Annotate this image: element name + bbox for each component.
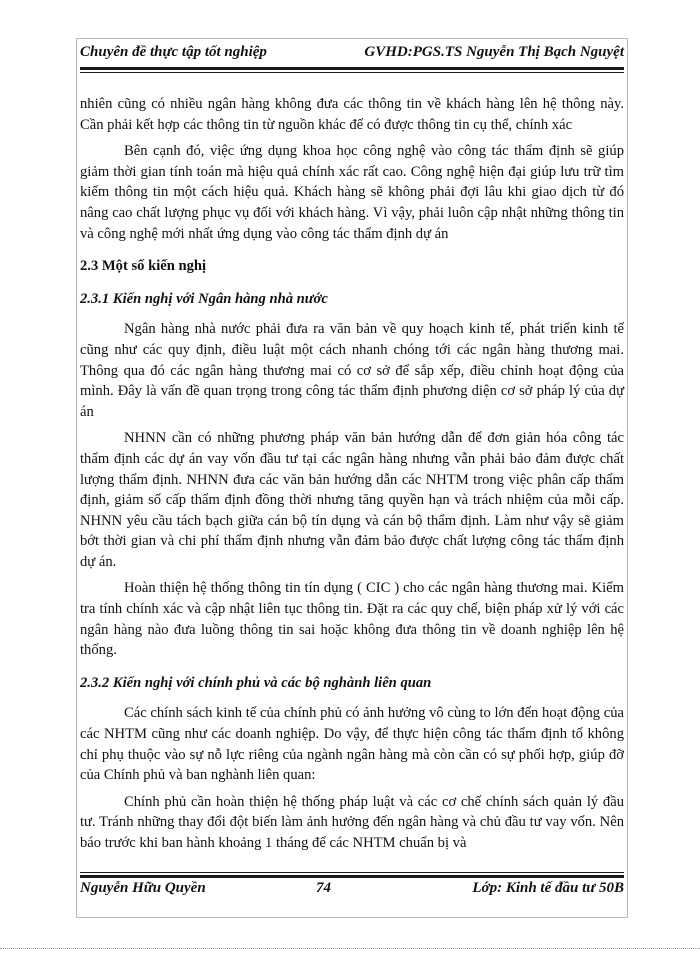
- page-separator-dotted: [0, 948, 700, 949]
- paragraph-7: Chính phủ cần hoàn thiện hệ thống pháp luật và các cơ chế chính sách quản lý đầu tư. Tránh những thay đổi đột biến làm ảnh hưởng đến ngân hàng và chủ đầu tư vay vốn. Nên báo trước khi ban hành khoảng 1 tháng để các NHTM chuẩn bị và: [80, 793, 624, 851]
- footer-rule-thin: [80, 872, 624, 873]
- section-heading-2-3: 2.3 Một số kiến nghị: [80, 258, 207, 275]
- header-right-supervisor: GVHD:PGS.TS Nguyễn Thị Bạch Nguyệt: [364, 44, 624, 60]
- paragraph-6: Các chính sách kinh tế của chính phủ có ảnh hưởng vô cùng to lớn đến hoạt động của các NHTM cũng như các doanh nghiệp. Do vậy, để thực hiện công tác thẩm định tố không chỉ phụ thuộc vào sự nỗ lực riêng của ngành ngân hàng mà còn cần có sự phối hợp, giúp đỡ của Chính phủ và ban nghành liên quan:: [80, 705, 624, 784]
- footer-class: Lớp: Kinh tế đầu tư 50B: [472, 880, 624, 896]
- paragraph-4: NHNN cần có những phương pháp văn bản hướng dẫn để đơn giản hóa công tác thẩm định các dự án vay vốn đầu tư tại các ngân hàng nhưng vẫn phải bảo đảm được chất lượng thẩm định. NHNN đưa các văn bản hướng dẫn các NHTM trong việc phân cấp thẩm định, giảm số cấp thẩm định đồng thời nhưng tăng quyền hạn và trách nhiệm của mỗi cấp. NHNN yêu cầu tách bạch giữa cán bộ tín dụng và cán bộ thẩm định. Làm như vậy sẽ giảm bớt thời gian và chi phí thẩm định nhưng vẫn đảm bảo được chất lượng công tác thẩm định dự án.: [80, 430, 624, 570]
- footer-page-number: 74: [316, 880, 331, 896]
- paragraph-2: Bên cạnh đó, việc ứng dụng khoa học công nghệ vào công tác thẩm định sẽ giúp giảm thời gian tính toán mà hiệu quả chính xác rất cao. Công nghệ hiện đại giúp lưu trữ tìm kiếm thông tin một cách hiệu quả. Khách hàng sẽ không phải đợi lâu khi giao dịch từ đó nâng cao chất lượng phục vụ đối với khách hàng. Vì vậy, phải luôn cập nhật những thông tin và công nghệ mới nhất ứng dụng vào công tác thẩm định dự án: [80, 143, 624, 242]
- subsection-heading-2-3-2: 2.3.2 Kiến nghị với chính phủ và các bộ nghành liên quan: [80, 674, 432, 691]
- paragraph-3: Ngân hàng nhà nước phải đưa ra văn bản về quy hoạch kinh tế, phát triển kinh tế cũng như các quy định, điều luật một cách nhanh chóng tới các ngân hàng thương mai. Thông qua đó các ngân hàng thương mai có cơ sở để sắp xếp, điều chỉnh hoạt động của mình. Đây là vấn đề quan trọng trong công tác thẩm định phương diện cơ sở pháp lý của dự án: [80, 321, 624, 420]
- subsection-heading-2-3-1: 2.3.1 Kiến nghị với Ngân hàng nhà nước: [80, 290, 328, 307]
- footer-rule-thick: [80, 875, 624, 878]
- page-body: [80, 94, 624, 860]
- paragraph-5: Hoàn thiện hệ thống thông tin tín dụng ( CIC ) cho các ngân hàng thương mai. Kiểm tra tính chính xác và cập nhật liên tục thông tin. Đặt ra các quy chế, biện pháp xử lý với các ngân hàng nào đưa luồng thông tin sai hoặc không đưa thông tin về doanh nghiệp lên hệ thống.: [80, 580, 624, 659]
- header-left-title: Chuyên đề thực tập tốt nghiệp: [80, 44, 267, 60]
- header-rule-thin: [80, 72, 624, 73]
- header-rule-thick: [80, 67, 624, 70]
- footer-author: Nguyễn Hữu Quyền: [80, 880, 206, 896]
- paragraph-1: nhiên cũng có nhiều ngân hàng không đưa các thông tin về khách hàng lên hệ thông này. Cần phải kết hợp các thông tin từ nguồn khác để có được thông tin cụ thể, chính xác: [80, 96, 624, 133]
